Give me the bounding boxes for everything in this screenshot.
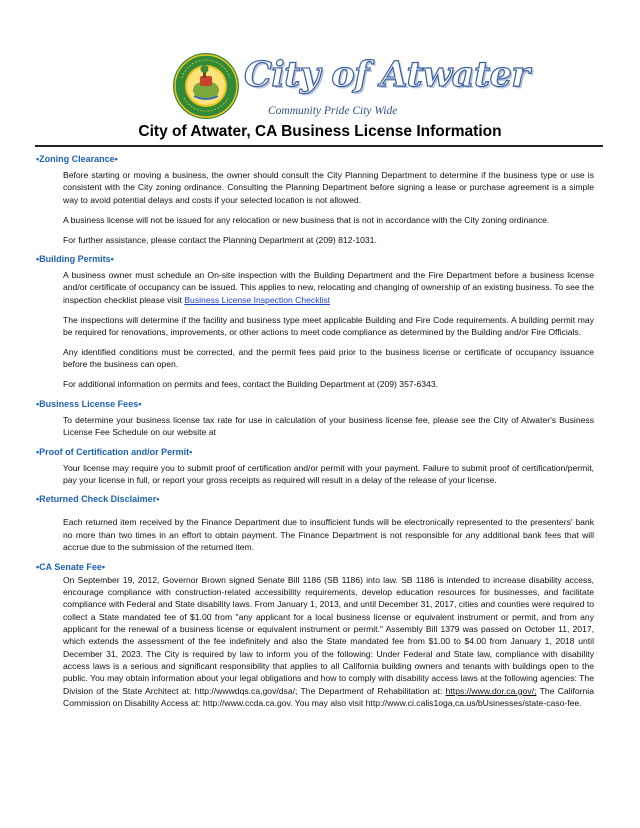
page-header: [0, 50, 640, 120]
senate-fee-paragraph: [63, 574, 594, 710]
section-heading-building: •Building Permits•: [36, 254, 114, 265]
tagline: Community Pride City Wide: [268, 105, 398, 117]
city-logo-text: City of Atwater: [244, 54, 530, 95]
building-paragraph-1: [63, 269, 594, 306]
section-heading-proof: •Proof of Certification and/or Permit•: [36, 446, 193, 457]
senate-fee-text-a: On September 19, 2012, Governor Brown signed Senate Bill 1186 (SB 1186) into law. SB 1186 is intended to increase disability access, encourage compliance with construction-related accessibility requirements, develop education resources for businesses, and facilitate compliance with Federal and State disability laws. From January 1, 2013, and until December 31, 2017, cities and counties were required to collect a State mandated fee of $1.00 from "any applicant for a local business license or equivalent instrument or permit, and from any applicant for the renewal of a business license or equivalent instrument or permit." Assembly Bill 1379 was passed on October 11, 2017, which extends the assessment of the fee indefinitely and also the State mandated fee from $1.00 to $4.00 from January 1, 2018 until December 31, 2023. The City is required by law to inform you of the following: Under Federal and State law, compliance with disability access laws is a serious and significant responsibility that applies to all California building owners and tenants with buildings open to the public. You may obtain information about your legal obligations and how to comply with disability access laws at the following agencies: The Division of the State Architect at: http://wwwdqs.ca,gov/dsa/; The Department of Rehabilitation at:: [63, 574, 594, 696]
zoning-paragraph-2: A business license will not be issued for any relocation or new business that is not in accordance with the City zoning ordinance.: [63, 214, 550, 225]
senate-fee-text-b: The California Commission on Disability Access at: http://www.ccda.ca.gov. You may also visit http://www.ci.calis1oga,ca.us/bUsinesses/state-caso-fee.: [63, 685, 594, 709]
dor-link[interactable]: https://www.dor.ca.gov/;: [445, 685, 537, 696]
document-body: [36, 149, 594, 709]
proof-paragraph-1: Your license may require you to submit proof of certification and/or permit with your payment. Failure to submit proof of certification/permit, pay your license in full, or report your gross receipts as required will result in a delay of the release of your license.: [63, 462, 594, 485]
building-paragraph-3: Any identified conditions must be corrected, and the permit fees paid prior to the business license or certificate of occupancy issuance before the business can open.: [63, 347, 594, 370]
returned-check-paragraph-1: Each returned item received by the Finance Department due to insufficient funds will be electronically represented to the presenters' bank no more than two times in an effort to obtain payment. The Finance Department is not responsible for any additional bank fees that will accrue due to the submission of the returned item.: [63, 517, 594, 553]
building-paragraph-1-text: A business owner must schedule an On-site inspection with the Building Department and the Fire Department before a business license and/or certificate of occupancy can be issued. This applies to new, relocating and changing of ownership of an existing business. To see the inspection checklist please visit: [63, 270, 594, 305]
section-heading-zoning: •Zoning Clearance•: [36, 154, 118, 164]
building-paragraph-2: The inspections will determine if the facility and business type meet applicable Building and Fire Code requirements. A building permit may be required for renovations, improvements, or other actions to meet code compliance as determined by the Building and/or Fire Officials.: [63, 314, 594, 338]
city-seal-icon: [172, 52, 240, 120]
section-heading-returned-check: •Returned Check Disclaimer•: [36, 494, 160, 505]
page-title: City of Atwater, CA Business License Information: [138, 123, 502, 140]
section-heading-fees: •Business License Fees•: [36, 398, 142, 409]
inspection-checklist-link[interactable]: Business License Inspection Checklist: [184, 294, 331, 305]
zoning-paragraph-3: For further assistance, please contact the Planning Department at (209) 812-1031.: [63, 234, 377, 245]
zoning-paragraph-1: Before starting or moving a business, the owner should consult the City Planning Department to determine if the business type or use is consistent with the City zoning ordinance. Consulting the Planning Department before signing a lease or purchase agreement is a simple way to avoid potential delays and costs if your selected location is not allowed.: [63, 170, 594, 205]
fees-paragraph-1: To determine your business license tax rate for use in calculation of your business license fee, please see the City of Atwater's Business License Fee Schedule on our website at: [63, 414, 594, 438]
building-paragraph-4: For additional information on permits and fees, contact the Building Department at (209) 357-6343.: [63, 379, 438, 390]
title-divider: [35, 145, 603, 147]
section-heading-senate-fee: •CA Senate Fee•: [36, 561, 105, 572]
